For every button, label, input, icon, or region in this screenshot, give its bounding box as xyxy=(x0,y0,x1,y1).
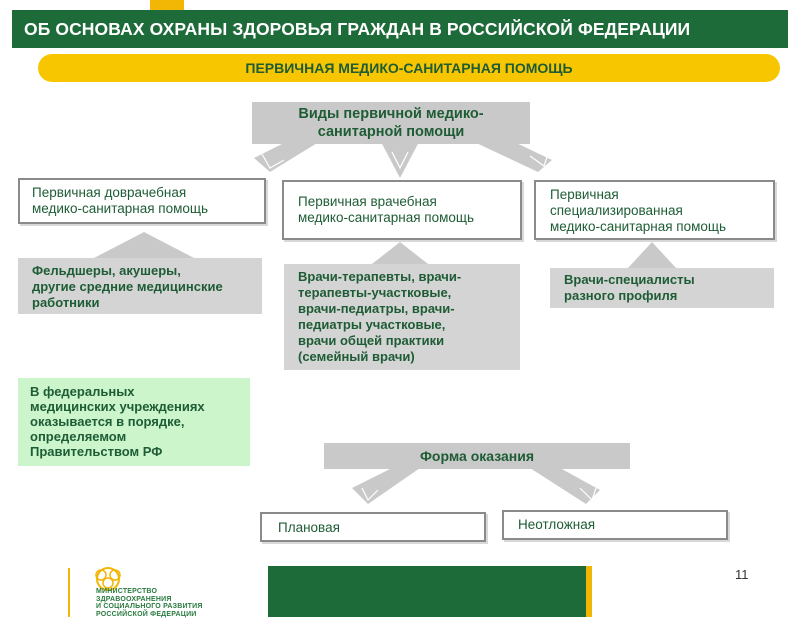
type-2-line-2: медико-санитарная помощь xyxy=(298,210,506,226)
type-3-line-1: Первичная xyxy=(550,187,759,203)
note-line-1: В федеральных xyxy=(30,384,238,399)
ministry-line-3: И СОЦИАЛЬНОГО РАЗВИТИЯ xyxy=(96,603,203,611)
arrow-root-to-type-1 xyxy=(254,140,322,172)
staff-physician-box xyxy=(284,264,520,370)
staff-3-line-2: разного профиля xyxy=(564,288,760,304)
ministry-line-1: МИНИСТЕРСТВО xyxy=(96,588,203,596)
arrow-type-1-to-staff xyxy=(94,232,194,258)
type-prehospital-box xyxy=(18,178,266,224)
note-line-2: медицинских учреждениях xyxy=(30,399,238,414)
staff-2-line-5: врачи общей практики xyxy=(298,333,506,349)
note-line-3: оказывается в порядке, xyxy=(30,414,238,429)
staff-1-line-2: другие средние медицинские xyxy=(32,279,248,295)
type-3-line-3: медико-санитарная помощь xyxy=(550,219,759,235)
note-line-4: определяемом xyxy=(30,429,238,444)
arrow-root-to-type-2 xyxy=(380,140,420,178)
arrow-form-to-planned xyxy=(352,468,420,504)
staff-1-line-1: Фельдшеры, акушеры, xyxy=(32,263,248,279)
staff-2-line-4: педиатры участковые, xyxy=(298,317,506,333)
form-option-urgent: Неотложная xyxy=(502,510,728,540)
arrow-type-3-to-staff xyxy=(628,242,676,268)
section-subtitle: ПЕРВИЧНАЯ МЕДИКО-САНИТАРНАЯ ПОМОЩЬ xyxy=(38,54,780,82)
page-number: 11 xyxy=(735,567,749,582)
arrow-root-to-type-3 xyxy=(470,140,552,172)
type-physician-box xyxy=(282,180,522,240)
note-line-5: Правительством РФ xyxy=(30,444,238,459)
staff-specialized-box xyxy=(550,268,774,308)
title-accent-tab xyxy=(150,0,184,10)
form-option-planned: Плановая xyxy=(260,512,486,542)
ministry-line-2: ЗДРАВООХРАНЕНИЯ xyxy=(96,596,203,604)
ministry-name xyxy=(96,588,203,618)
type-1-line-1: Первичная доврачебная xyxy=(32,185,252,201)
staff-2-line-2: терапевты-участковые, xyxy=(298,285,506,301)
staff-2-line-3: врачи-педиатры, врачи- xyxy=(298,301,506,317)
ministry-line-4: РОССИЙСКОЙ ФЕДЕРАЦИИ xyxy=(96,611,203,618)
type-1-line-2: медико-санитарная помощь xyxy=(32,201,252,217)
arrow-type-2-to-staff xyxy=(372,242,428,264)
staff-2-line-6: (семейный врачи) xyxy=(298,349,506,365)
type-2-line-1: Первичная врачебная xyxy=(298,194,506,210)
arrow-form-to-urgent xyxy=(530,468,600,504)
root-line-1: Виды первичной медико- xyxy=(252,105,530,123)
root-line-2: санитарной помощи xyxy=(252,123,530,141)
footer-yellow-accent xyxy=(586,566,592,617)
footer-green-bar xyxy=(268,566,586,617)
federal-institutions-note xyxy=(18,378,250,466)
type-specialized-box xyxy=(534,180,775,240)
staff-1-line-3: работники xyxy=(32,295,248,311)
staff-3-line-1: Врачи-специалисты xyxy=(564,272,760,288)
form-of-care-node: Форма оказания xyxy=(324,443,630,469)
diagram-root-node xyxy=(252,102,530,144)
staff-2-line-1: Врачи-терапевты, врачи- xyxy=(298,269,506,285)
type-3-line-2: специализированная xyxy=(550,203,759,219)
staff-prehospital-box xyxy=(18,258,262,314)
footer-divider xyxy=(68,568,70,617)
page-title: ОБ ОСНОВАХ ОХРАНЫ ЗДОРОВЬЯ ГРАЖДАН В РОССИЙСКОЙ ФЕДЕРАЦИИ xyxy=(12,10,788,48)
